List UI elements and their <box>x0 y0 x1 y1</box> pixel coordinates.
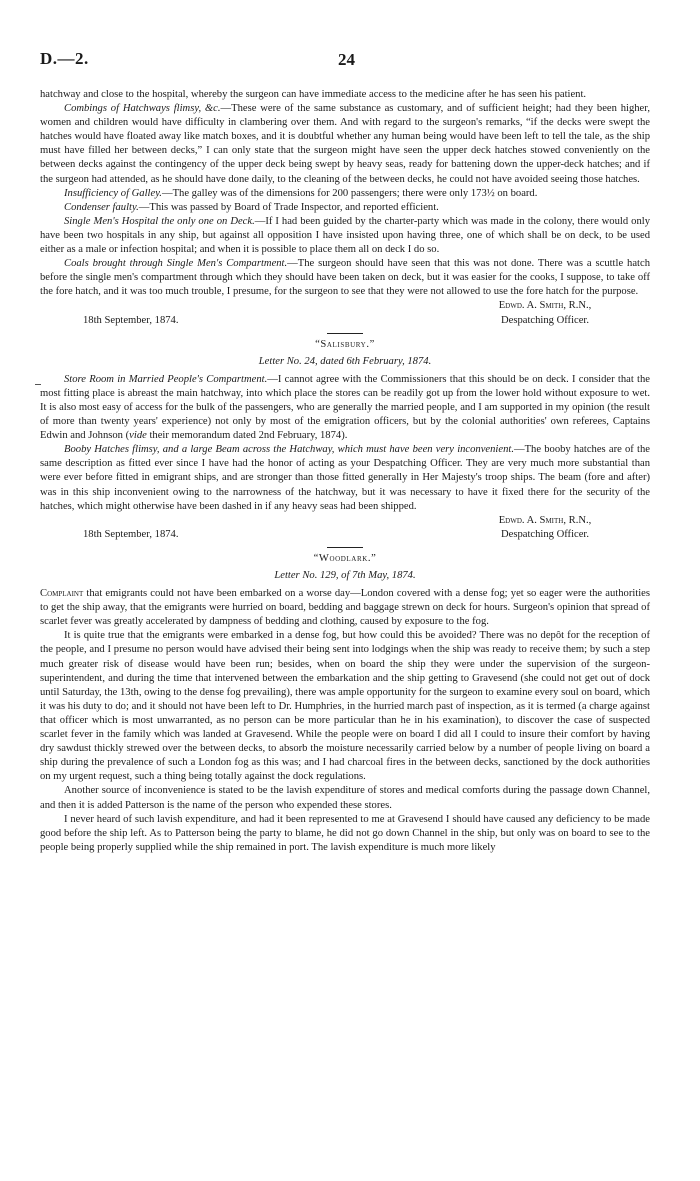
letter-reference: Letter No. 129, of 7th May, 1874. <box>274 570 416 581</box>
signature-block <box>40 299 650 313</box>
letter-date: 18th September, 1874. <box>83 528 179 540</box>
signature-title: Despatching Officer. <box>500 528 590 540</box>
side-heading: Condenser faulty. <box>64 201 139 213</box>
side-heading: Combings of Hatchways flimsy, &c. <box>64 103 221 115</box>
side-heading: Single Men's Hospital the only one on Deck. <box>64 215 255 227</box>
signature-block <box>40 314 650 328</box>
paragraph: I never heard of such lavish expenditure, and had it been represented to me at Gravesend I should have caused any deficiency to be made good before the ship left. As to Patterson being the party to blame, he did not go down Channel in the ship, but only was on board to see to the people being properly supplied while the ship remained in port. The lavish expenditure is much more likely <box>40 813 650 853</box>
side-heading: Coals brought through Single Men's Compartment. <box>64 258 288 270</box>
ship-heading: “Salisbury.” <box>315 338 375 350</box>
paragraph: Store Room in Married People's Compartment.—I cannot agree with the Commissioners that this should be on deck. I consider that the most fitting place is abreast the main hatchway, into which place the stores can be readily got up from the lower hold without exposure to wet. It is also most easy of access for the bulk of the passengers, who are generally the married people, and I am supported in my opinion (the result of more than twenty years' experience) not only by most of the emigration officers, but by the colonial authorities' own referees, Captains Edwin and Johnson (vide their memorandum dated 2nd February, 1874). <box>40 373 650 442</box>
letter-reference: Letter No. 24, dated 6th February, 1874. <box>258 355 432 367</box>
paragraph: Another source of inconvenience is stated to be the lavish expenditure of stores and medical comforts during the passage down Channel, and then it is added Patterson is the name of the person who expended these stores. <box>40 785 650 811</box>
letter-date: 18th September, 1874. <box>83 314 179 326</box>
divider <box>327 547 363 548</box>
signature-title: Despatching Officer. <box>500 314 590 326</box>
signature-block <box>40 514 650 528</box>
paragraph: Combings of Hatchways flimsy, &c.—These were of the same substance as customary, and of sufficient height; had they been higher, women and children would have difficulty in clambering over them. And with regard to the surgeon's remarks, “if the decks were swept the hatches would have floated away like match boxes, and it is doubtful whether any human being would have been left to tell the tale, as the ship must have filled her between decks,” I can only state that the surgeon might have seen the upper deck hatches stowed conveniently on the between decks against the contingency of the upper deck being swept by heavy seas, ready for battening down the upper-deck hatches; and if the surgeon had attended, as he should have done daily, to the cleaning of the between decks, he could not have avoided seeing those hatches. <box>40 103 651 185</box>
signature-name: Edwd. A. Smith, R.N., <box>498 514 592 526</box>
ship-heading: “Woodlark.” <box>313 552 377 564</box>
paragraph: Complaint that emigrants could not have been embarked on a worse day—London covered with a dense fog; yet so eager were the authorities to get the ship away, that the emigrants were hurried on board, bedding and baggage strewn on deck for hours. Surgeon's opinion that spread of scarlet fever was greatly accelerated by dampness of bedding and clothing, caused by exposure to the fog. <box>40 588 650 628</box>
side-heading: Insufficiency of Galley. <box>64 187 162 199</box>
signature-block <box>40 528 650 542</box>
side-heading: Booby Hatches flimsy, and a large Beam across the Hatchway, which must have been very inconvenient. <box>64 444 514 456</box>
paragraph: Condenser faulty.—This was passed by Board of Trade Inspector, and reported efficient. <box>64 201 439 213</box>
signature-name: Edwd. A. Smith, R.N., <box>498 300 592 312</box>
side-heading: Store Room in Married People's Compartment. <box>64 373 268 385</box>
divider <box>327 333 363 334</box>
paragraph: Coals brought through Single Men's Compartment.—The surgeon should have seen that this was not done. There was a scuttle hatch before the single men's compartment through which they should have been taken on deck, but it was easier for the cooks, I suppose, to take off the fore hatch, and it was too much trouble, I presume, for the surgeon to see that they were not allowed to use the fore hatch for the purpose. <box>40 258 650 298</box>
lead-word: Complaint <box>40 588 84 600</box>
paragraph: Booby Hatches flimsy, and a large Beam across the Hatchway, which must have been very inconvenient.—The booby hatches are of the same description as fitted ever since I have had the honor of acting as your Despatching Officer. They are very much more substantial than were ever before fitted in emigrant ships, and are stronger than those fitted generally in Her Majesty's troop ships. The beam (fore and after) was in this ship inconvenient owing to the narrowness of the hatchway, but it was necessary to have it fixed there for the security of the hatches, which might otherwise have been dashed in if any heavy seas had been shipped. <box>40 444 650 512</box>
paragraph: hatchway and close to the hospital, whereby the surgeon can have immediate access to the medicine after he has seen his patient. <box>40 89 587 100</box>
paragraph: It is quite true that the emigrants were embarked in a dense fog, but how could this be avoided? There was no depôt for the reception of the people, and I presume no person would have advised their being sent into lodgings when the ship was ready to receive them; by such a step much greater risk of disease would have been run; besides, when on board the ship they were under the supervision of the surgeon-superintendent, and during the time that intervened between the embarkation and the ship getting to Gravesend (she could not get out of dock until Saturday, the 13th, owing to the dense fog prevailing), there was ample opportunity for the surgeon to examine every soul on board, which it was his duty to do; and it should not have been left to Dr. Humphries, in the hurried march past of inspection, as it is termed (a charge against that officer which is most unwarranted, as no person can be more particular than he in his examination), to discover the case of suspected scarlet fever in the family which was landed at Gravesend. While the people were on board I did all I could to insure their comfort by having dry sawdust thickly strewed over the between decks, to absorb the moisture necessarily carried below by a number of people living on board a ship during the prevalence of such a London fog as this was; and I had charcoal fires in the between decks, sanctioned by the dock authorities on my urgent request, such a thing being totally against the dock regulations. <box>40 630 650 783</box>
paragraph: Insufficiency of Galley.—The galley was of the dimensions for 200 passengers; there were only 173½ on board. <box>64 187 538 199</box>
page-number: 24 <box>338 50 355 69</box>
series-code: D.—2. <box>40 49 89 68</box>
body-text <box>40 88 650 855</box>
paragraph: Single Men's Hospital the only one on Deck.—If I had been guided by the charter-party which was made in the colony, there would only have been two hospitals in any ship, but against all opposition I have insisted upon having three, one of which shall be on deck, to be used either as a male or infection hospital; and when it is possible to place them all on deck I do so. <box>40 215 650 256</box>
